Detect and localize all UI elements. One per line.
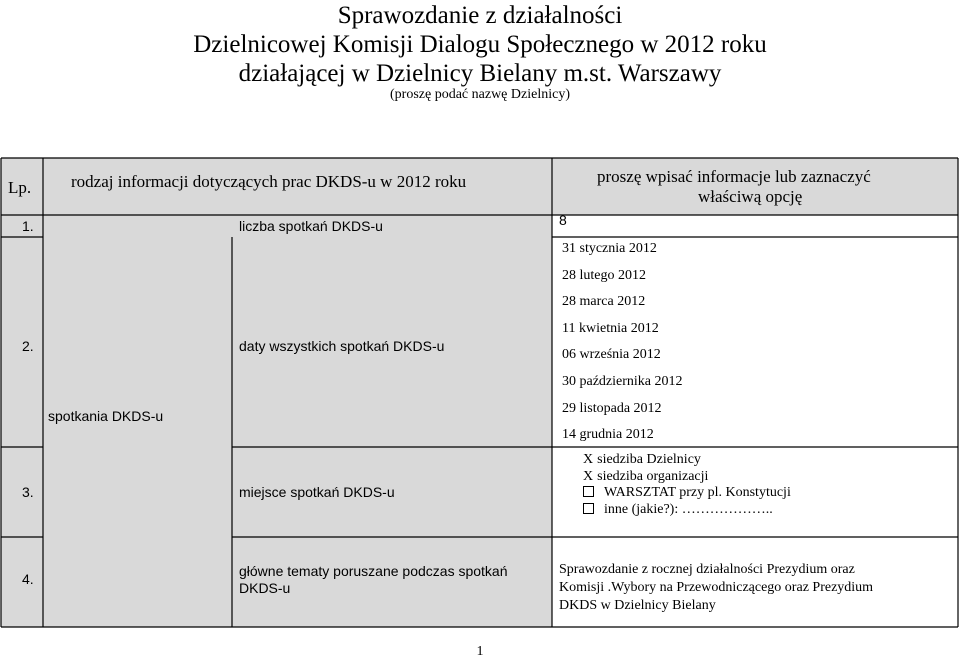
column-header-type: rodzaj informacji dotyczących prac DKDS-u w 2012 roku (71, 172, 467, 191)
meeting-date: 06 września 2012 (562, 347, 661, 363)
row-4-label-line-1: główne tematy poruszane podczas spotkań (239, 563, 508, 579)
checkbox-empty-icon[interactable] (583, 503, 594, 514)
meeting-dates-list (562, 241, 942, 446)
row-2-lp: 2. (22, 338, 34, 354)
report-title-line-2: Dzielnicowej Komisji Dialogu Społecznego w 2012 roku (193, 31, 767, 58)
row-4-value-line-1: Sprawozdanie z rocznej działalności Prezydium oraz (559, 562, 855, 577)
row-4-label-line-2: DKDS-u (239, 580, 291, 596)
row-3-label: miejsce spotkań DKDS-u (239, 484, 395, 500)
meeting-date: 28 lutego 2012 (562, 267, 646, 283)
row-1-value: 8 (559, 212, 567, 228)
row-4-lp: 4. (22, 571, 34, 587)
place-option-warsztat[interactable] (583, 485, 791, 502)
meeting-date: 14 grudnia 2012 (562, 427, 654, 443)
column-header-answer-line-2: właściwą opcję (698, 187, 803, 206)
meeting-date: 31 stycznia 2012 (562, 241, 657, 256)
meeting-place-options (583, 452, 791, 518)
check-mark-icon: X (583, 452, 594, 467)
place-option-label: inne (jakie?): ……………….. (604, 501, 773, 517)
lp-rows-shade (1, 215, 43, 627)
place-option-label: WARSZTAT przy pl. Konstytucji (604, 485, 791, 500)
place-option-district-office[interactable] (583, 452, 791, 469)
place-option-organization-office[interactable] (583, 469, 791, 486)
place-option-label: siedziba organizacji (597, 468, 709, 484)
report-title-line-1: Sprawozdanie z działalności (337, 2, 623, 29)
row-2-label: daty wszystkich spotkań DKDS-u (239, 338, 445, 354)
group-label-meetings: spotkania DKDS-u (48, 408, 164, 424)
row-3-lp: 3. (22, 484, 34, 500)
place-option-other[interactable] (583, 502, 791, 519)
meeting-date: 28 marca 2012 (562, 294, 646, 310)
report-title-line-3: działającej w Dzielnicy Bielany m.st. Warszawy (238, 60, 722, 87)
row-1-lp: 1. (22, 218, 34, 234)
page-number: 1 (476, 644, 484, 659)
meeting-date: 30 października 2012 (562, 374, 683, 389)
row-4-value-line-2: Komisji .Wybory na Przewodniczącego oraz Prezydium (559, 580, 874, 595)
district-hint: (proszę podać nazwę Dzielnicy) (390, 87, 570, 102)
place-option-label: siedziba Dzielnicy (597, 452, 701, 467)
meeting-date: 11 kwietnia 2012 (562, 320, 659, 336)
row-1-label: liczba spotkań DKDS-u (239, 218, 383, 234)
meeting-date: 29 listopada 2012 (562, 400, 662, 416)
column-header-lp: Lp. (8, 178, 32, 197)
check-mark-icon: X (583, 468, 594, 484)
row-4-value-line-3: DKDS w Dzielnicy Bielany (559, 598, 716, 613)
checkbox-empty-icon[interactable] (583, 486, 594, 497)
column-header-answer-line-1: proszę wpisać informacje lub zaznaczyć (597, 167, 871, 186)
